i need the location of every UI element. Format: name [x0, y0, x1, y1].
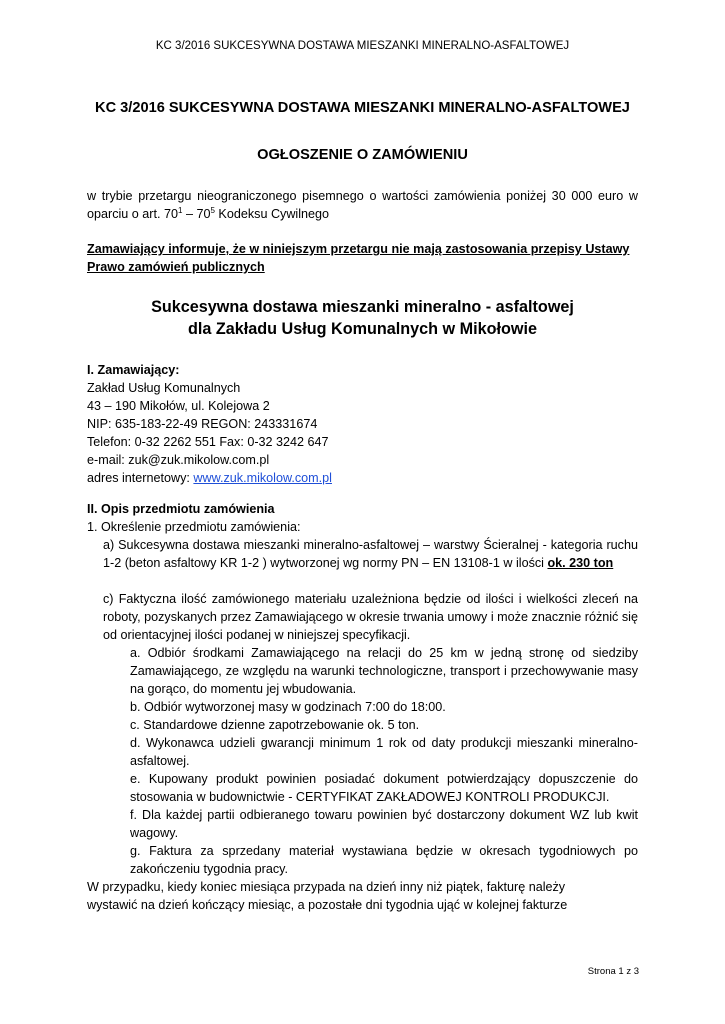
section-2-heading: II. Opis przedmiotu zamówienia — [87, 502, 275, 516]
section-order-description — [87, 500, 638, 536]
page-number: Strona 1 z 3 — [587, 966, 639, 977]
running-header: KC 3/2016 SUKCESYWNA DOSTAWA MIESZANKI MINERALNO-ASFALTOWEJ — [155, 40, 570, 52]
authority-tax-ids: NIP: 635-183-22-49 REGON: 243331674 — [87, 417, 318, 431]
sub-point-f: f. Dla każdej partii odbieranego towaru powinien być dostarczony dokument WZ lub kwit wagowy. — [130, 808, 638, 840]
subject-heading — [0, 296, 725, 340]
document-title: KC 3/2016 SUKCESYWNA DOSTAWA MIESZANKI MINERALNO-ASFALTOWEJ — [95, 100, 630, 116]
sub-point-g: g. Faktura za sprzedany materiał wystawiana będzie w okresach tygodniowych po zakończeniu tygodnia pracy. — [130, 844, 638, 876]
intro-text-c: Kodeksu Cywilnego — [214, 207, 330, 221]
authority-website-row — [87, 469, 638, 487]
sub-point-e: e. Kupowany produkt powinien posiadać dokument potwierdzający dopuszczenie do stosowania w budownictwie - CERTYFIKAT ZAKŁADOWEJ KONTROLI PRODUKCJI. — [130, 772, 638, 804]
intro-text-b: – 70 — [182, 207, 211, 221]
intro-text-a: w trybie przetargu nieograniczonego pisemnego o wartości zamówienia poniżej 30 000 euro w oparciu o art. 70 — [87, 189, 638, 221]
section-contracting-authority — [87, 361, 638, 487]
intro-superscript-1: 1 — [178, 205, 183, 215]
closing-line-2: wystawić na dzień kończący miesiąc, a pozostałe dni tygodnia ująć w kolejnej fakturze — [87, 898, 568, 912]
website-link[interactable]: www.zuk.mikolow.com.pl — [193, 471, 332, 485]
website-label: adres internetowy: — [87, 471, 194, 485]
order-quantity: ok. 230 ton — [547, 556, 614, 570]
authority-name: Zakład Usług Komunalnych — [87, 381, 241, 395]
legal-note: Zamawiający informuje, że w niniejszym przetargu nie mają zastosowania przepisy Ustawy Prawo zamówień publicznych — [87, 242, 630, 274]
sub-point-c: c. Standardowe dzienne zapotrzebowanie ok. 5 ton. — [130, 718, 420, 732]
sub-point-d: d. Wykonawca udzieli gwarancji minimum 1 rok od daty produkcji mieszanki mineralno-asfaltowej. — [130, 736, 638, 768]
order-item-1: 1. Określenie przedmiotu zamówienia: — [87, 520, 301, 534]
section-1-heading: I. Zamawiający: — [87, 363, 180, 377]
authority-phone-fax: Telefon: 0-32 2262 551 Fax: 0-32 3242 647 — [87, 435, 329, 449]
intro-paragraph — [87, 187, 638, 223]
authority-address: 43 – 190 Mikołów, ul. Kolejowa 2 — [87, 399, 270, 413]
order-point-c: c) Faktyczna ilość zamówionego materiału uzależniona będzie od ilości i wielkości zleceń na roboty, pozyskanych przez Zamawiającego w okresie trwania umowy i może znacznie różnić się od orientacyjnej ilości podanej w niniejszej specyfikacji. — [103, 592, 638, 642]
closing-line-1: W przypadku, kiedy koniec miesiąca przypada na dzień inny niż piątek, fakturę należy — [87, 880, 566, 894]
document-subtitle: OGŁOSZENIE O ZAMÓWIENIU — [257, 147, 468, 163]
order-point-a-text: a) Sukcesywna dostawa mieszanki mineralno-asfaltowej – warstwy Ścieralnej - kategoria ruchu 1-2 (beton asfaltowy KR 1-2 ) wytworzonej wg normy PN – EN 13108-1 w ilości — [103, 538, 638, 570]
order-point-a — [103, 536, 638, 572]
subject-heading-line-1: Sukcesywna dostawa mieszanki mineralno - asfaltowej — [151, 298, 574, 316]
subject-heading-line-2: dla Zakładu Usług Komunalnych w Mikołowie — [188, 320, 537, 338]
authority-email: e-mail: zuk@zuk.mikolow.com.pl — [87, 453, 270, 467]
closing-paragraph — [87, 878, 638, 914]
intro-superscript-2: 5 — [210, 205, 215, 215]
sub-point-a: a. Odbiór środkami Zamawiającego na relacji do 25 km w jedną stronę od siedziby Zamawiającego, ze względu na warunki technologiczne, transport i przechowywanie masy na gorąco, do momentu jej wbudowania. — [130, 646, 638, 696]
sub-point-b: b. Odbiór wytworzonej masy w godzinach 7:00 do 18:00. — [130, 700, 446, 714]
